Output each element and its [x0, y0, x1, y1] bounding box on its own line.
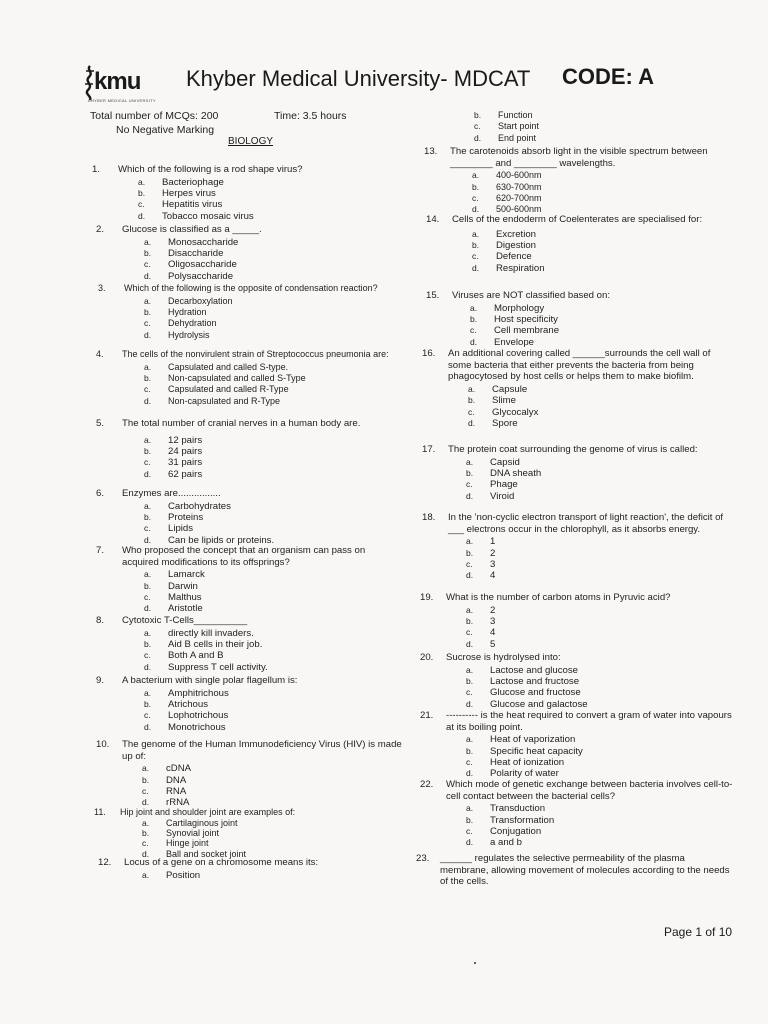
option: d. Suppress T cell activity. — [144, 661, 268, 673]
question-number: 5. — [96, 418, 105, 429]
option: a. Lactose and glucose — [466, 664, 579, 676]
option: a. Capsid — [466, 456, 520, 468]
option: a. 2 — [466, 604, 496, 616]
question-7 — [96, 545, 402, 615]
question-text: ---------- is the heat required to convert a gram of water into vapours at its boiling point. — [446, 710, 732, 733]
question-number: 3. — [98, 283, 106, 293]
option: a. Capsule — [468, 383, 528, 395]
option: c. Lipids — [144, 523, 194, 535]
option: a. Capsulated and called S-type. — [144, 361, 289, 372]
question-number: 12. — [98, 857, 112, 868]
question-text: The carotenoids absorb light in the visible spectrum between ________ and ________ wavelengths. — [450, 146, 708, 169]
question-number: 9. — [96, 675, 105, 686]
option: c. Conjugation — [466, 826, 542, 837]
option: d. Polysaccharide — [144, 270, 234, 282]
question-4 — [96, 349, 398, 407]
question-20 — [420, 652, 736, 710]
option: b. Disaccharide — [144, 248, 224, 259]
option: b. Host specificity — [470, 314, 558, 325]
option: a. Decarboxylation — [144, 295, 233, 306]
question-9 — [96, 675, 398, 733]
question-16 — [422, 348, 736, 429]
question-number: 19. — [420, 592, 434, 603]
option: c. 31 pairs — [144, 457, 203, 469]
question-text: ______ regulates the selective permeability of the plasma membrane, allowing movement of molecules according to the needs of the cells. — [440, 853, 730, 888]
question-number: 11. — [94, 807, 106, 817]
option: c. Glucose and fructose — [466, 687, 581, 699]
option: d. Can be lipids or proteins. — [144, 534, 275, 546]
option: c. Glycocalyx — [468, 406, 539, 418]
option: b. Function — [474, 110, 533, 120]
option: d. Non-capsulated and R-Type — [144, 395, 281, 406]
question-22 — [420, 779, 736, 849]
question-number: 2. — [96, 224, 105, 235]
question-number: 4. — [96, 349, 104, 359]
option: a. Position — [142, 869, 201, 881]
question-2 — [96, 224, 398, 282]
option: b. Lactose and fructose — [466, 676, 580, 687]
question-10 — [96, 739, 402, 809]
option: b. DNA sheath — [466, 468, 542, 479]
option: b. Transformation — [466, 814, 555, 826]
question-5 — [96, 418, 398, 480]
question-text: Cells of the endoderm of Coelenterates are specialised for: — [452, 214, 703, 225]
option: d. Polarity of water — [466, 768, 559, 780]
question-text: What is the number of carbon atoms in Pyruvic acid? — [446, 592, 671, 603]
question-text: Cytotoxic T-Cells__________ — [122, 615, 248, 626]
option: d. Envelope — [470, 336, 535, 348]
option: c. Phage — [466, 479, 518, 491]
question-19 — [420, 592, 736, 650]
option: c. 3 — [466, 559, 496, 570]
option: a. Amphitrichous — [144, 687, 229, 699]
marking-note: No Negative Marking — [116, 124, 215, 136]
question-21 — [420, 710, 736, 780]
option: a. Morphology — [470, 302, 545, 314]
option: a. cDNA — [142, 763, 192, 775]
question-3 — [98, 283, 396, 341]
total-mcqs: Total number of MCQs: 200 — [90, 110, 219, 122]
question-text: Locus of a gene on a chromosome means its: — [124, 857, 319, 868]
question-text: An additional covering called ______surrounds the cell wall of some bacteria that either prevents the bacteria from being phagocytosed by host cells or helps them to make biofilm. — [448, 348, 711, 383]
exam-time: Time: 3.5 hours — [274, 110, 347, 122]
option: a. Bacteriophage — [138, 176, 224, 188]
option: b. Hydration — [144, 307, 207, 317]
question-text: Which of the following is the opposite of condensation reaction? — [124, 283, 378, 293]
option: a. directly kill invaders. — [144, 627, 254, 639]
question-11 — [94, 807, 400, 861]
question-13 — [424, 146, 736, 216]
subject-heading: BIOLOGY — [228, 136, 274, 147]
option: d. 62 pairs — [144, 468, 203, 480]
question-text: Glucose is classified as a _____. — [122, 224, 262, 235]
option: d. Spore — [468, 418, 518, 429]
scan-speck — [474, 962, 476, 964]
option: b. Herpes virus — [138, 188, 216, 199]
question-15 — [426, 290, 738, 348]
question-17 — [422, 444, 736, 502]
option: a. Heat of vaporization — [466, 734, 576, 746]
option: d. Respiration — [472, 262, 545, 274]
option: b. Non-capsulated and called S-Type — [144, 373, 306, 383]
question-text: In the 'non-cyclic electron transport of light reaction', the deficit of ___ electrons occur in the chlorophyll, as it absorbs energy. — [448, 512, 724, 535]
option: c. Malthus — [144, 592, 202, 603]
option: a. Transduction — [466, 803, 546, 815]
option: d. End point — [474, 132, 537, 143]
option: d. 500-600nm — [472, 204, 542, 215]
option: d. Hydrolysis — [144, 329, 210, 340]
question-number: 8. — [96, 615, 105, 626]
option: b. 2 — [466, 547, 496, 559]
question-number: 21. — [420, 710, 434, 721]
question-number: 14. — [426, 214, 440, 225]
option: d. Ball and socket joint — [142, 849, 247, 860]
option: b. Proteins — [144, 512, 204, 523]
option: b. Digestion — [472, 240, 536, 251]
question-text: Viruses are NOT classified based on: — [452, 290, 611, 301]
option: b. Atrichous — [144, 699, 208, 710]
option: d. rRNA — [142, 797, 190, 809]
logo-subtitle: KHYBER MEDICAL UNIVERSITY — [88, 98, 156, 103]
option: c. Dehydration — [144, 318, 217, 329]
page-title: Khyber Medical University- MDCAT — [186, 66, 531, 91]
option: d. a and b — [466, 837, 523, 849]
question-12-continued — [474, 110, 734, 144]
option: b. Synovial joint — [142, 828, 220, 838]
question-number: 1. — [92, 164, 101, 175]
option: a. 12 pairs — [144, 434, 203, 446]
question-number: 10. — [96, 739, 110, 750]
option: b. Darwin — [144, 580, 198, 592]
option: c. Hepatitis virus — [138, 199, 223, 211]
option: c. Start point — [474, 121, 540, 132]
option: b. DNA — [142, 774, 187, 786]
question-text: The total number of cranial nerves in a human body are. — [122, 418, 361, 429]
option: b. 24 pairs — [144, 446, 203, 457]
option: a. 1 — [466, 536, 496, 548]
logo-text: kmu — [94, 68, 141, 95]
question-text: The cells of the nonvirulent strain of Streptococcus pneumonia are: — [122, 349, 389, 359]
option: a. Monosaccharide — [144, 236, 239, 248]
question-number: 13. — [424, 146, 438, 157]
option: d. Viroid — [466, 490, 515, 502]
question-8 — [96, 615, 398, 673]
question-text: The genome of the Human Immunodeficiency Virus (HIV) is made up of: — [122, 739, 402, 762]
option: a. Lamarck — [144, 569, 205, 581]
question-number: 18. — [422, 512, 436, 523]
option: a. Cartilaginous joint — [142, 818, 238, 828]
question-number: 7. — [96, 545, 105, 556]
option: a. 400-600nm — [472, 170, 542, 181]
option: c. Lophotrichous — [144, 710, 229, 722]
option: b. 630-700nm — [472, 181, 542, 192]
question-number: 17. — [422, 444, 436, 455]
option: c. Cell membrane — [470, 325, 560, 337]
question-text: Who proposed the concept that an organism can pass on acquired modifications to its offsprings? — [122, 545, 366, 568]
question-text: Hip joint and shoulder joint are examples of: — [120, 807, 296, 817]
option: a. Excretion — [472, 228, 536, 240]
question-number: 6. — [96, 488, 105, 499]
option: c. Capsulated and called R-Type — [144, 384, 289, 395]
question-text: Which of the following is a rod shape virus? — [118, 164, 303, 175]
exam-code: CODE: A — [562, 64, 655, 89]
question-14 — [426, 214, 738, 274]
page-number: Page 1 of 10 — [664, 925, 733, 939]
question-text: A bacterium with single polar flagellum is: — [122, 675, 298, 686]
option: b. Slime — [468, 395, 516, 407]
option: c. 4 — [466, 627, 496, 639]
question-18 — [422, 512, 738, 582]
option: d. Aristotle — [144, 603, 203, 615]
option: c. Heat of ionization — [466, 757, 565, 768]
question-number: 20. — [420, 652, 434, 663]
option: b. Aid B cells in their job. — [144, 639, 263, 650]
question-23 — [416, 853, 730, 888]
question-number: 16. — [422, 348, 436, 359]
question-1 — [92, 164, 398, 222]
option: c. Both A and B — [144, 650, 224, 662]
option: d. Monotrichous — [144, 721, 226, 733]
option: d. Tobacco mosaic virus — [138, 210, 254, 222]
option: c. RNA — [142, 786, 187, 797]
option: c. Hinge joint — [142, 838, 209, 848]
option: b. Specific heat capacity — [466, 745, 583, 757]
question-text: The protein coat surrounding the genome of virus is called: — [448, 444, 698, 455]
question-text: Which mode of genetic exchange between bacteria involves cell-to-cell contact between the bacterial cells? — [446, 779, 733, 802]
question-text: Sucrose is hydrolysed into: — [446, 652, 561, 663]
option: b. 3 — [466, 616, 496, 627]
question-number: 23. — [416, 853, 430, 864]
option: c. Oligosaccharide — [144, 259, 237, 271]
question-text: Enzymes are................ — [122, 488, 221, 499]
question-number: 15. — [426, 290, 440, 301]
question-number: 22. — [420, 779, 434, 790]
option: d. 4 — [466, 570, 496, 582]
option: d. Glucose and galactose — [466, 698, 588, 710]
question-6 — [96, 488, 398, 546]
question-12 — [98, 857, 400, 881]
option: a. Carbohydrates — [144, 500, 231, 512]
option: c. 620-700nm — [472, 193, 542, 203]
option: d. 5 — [466, 638, 496, 650]
option: c. Defence — [472, 251, 532, 263]
